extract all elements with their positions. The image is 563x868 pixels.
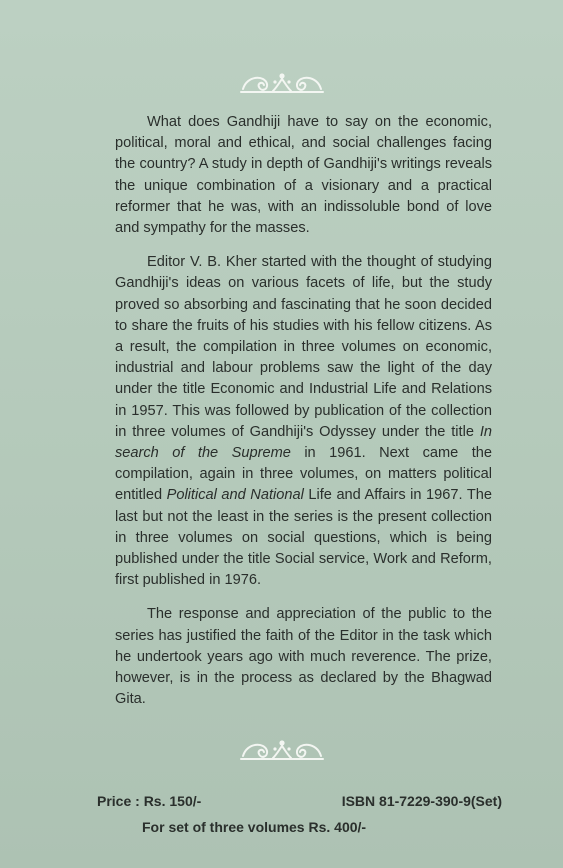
isbn-label: ISBN 81-7229-390-9(Set) (341, 793, 502, 809)
paragraph-2-part-a: Editor V. B. Kher started with the thought of studying Gandhiji's ideas on various facets of life, but the study proved so absorbing and fascinating that he soon decided to share the fruits of his studies with his fellow citizens. As a result, the compilation in three volumes on economic, industrial and labour problems saw the light of the day under the title Economic and Industrial Life and Relations in 1957. This was followed by publication of the collection in three volumes of Gandhiji's Odyssey under the title (115, 254, 492, 440)
paragraph-1: What does Gandhiji have to say on the economic, political, moral and ethical, and social challenges facing the country? A study in depth of Gandhiji's writings reveals the unique combination of a visionary and a practical reformer that he was, with an indissoluble bond of love and sympathy for the masses. (115, 114, 492, 237)
book-title-italic-1: In search of the Supreme (115, 423, 492, 462)
set-price-label: For set of three volumes Rs. 400/- (142, 819, 367, 835)
price-label: Price : Rs. 150/- (97, 793, 202, 809)
paragraph-3: The response and appreciation of the public to the series has justified the faith of the Editor in the task which he undertook years ago with much reverence. The prize, however, is in the process as declared by the Bhagwad Gita. (115, 606, 492, 708)
top-ornament-icon (0, 67, 563, 101)
bottom-ornament-icon (0, 734, 563, 768)
price-isbn-row (97, 793, 502, 809)
paragraph-2 (115, 252, 492, 591)
blurb-text (115, 112, 492, 723)
paragraph-2-part-b: in 1961. Next came the compilation, again in three volumes, on matters political entitled (115, 445, 493, 504)
paragraph-2-part-c: Life and Affairs in 1967. The last but not the least in the series is the present collection in three volumes on social questions, which is being published under the title Social service, Work and Reform, first published in 1976. (115, 487, 492, 589)
book-title-italic-2: Political and National (166, 487, 304, 504)
